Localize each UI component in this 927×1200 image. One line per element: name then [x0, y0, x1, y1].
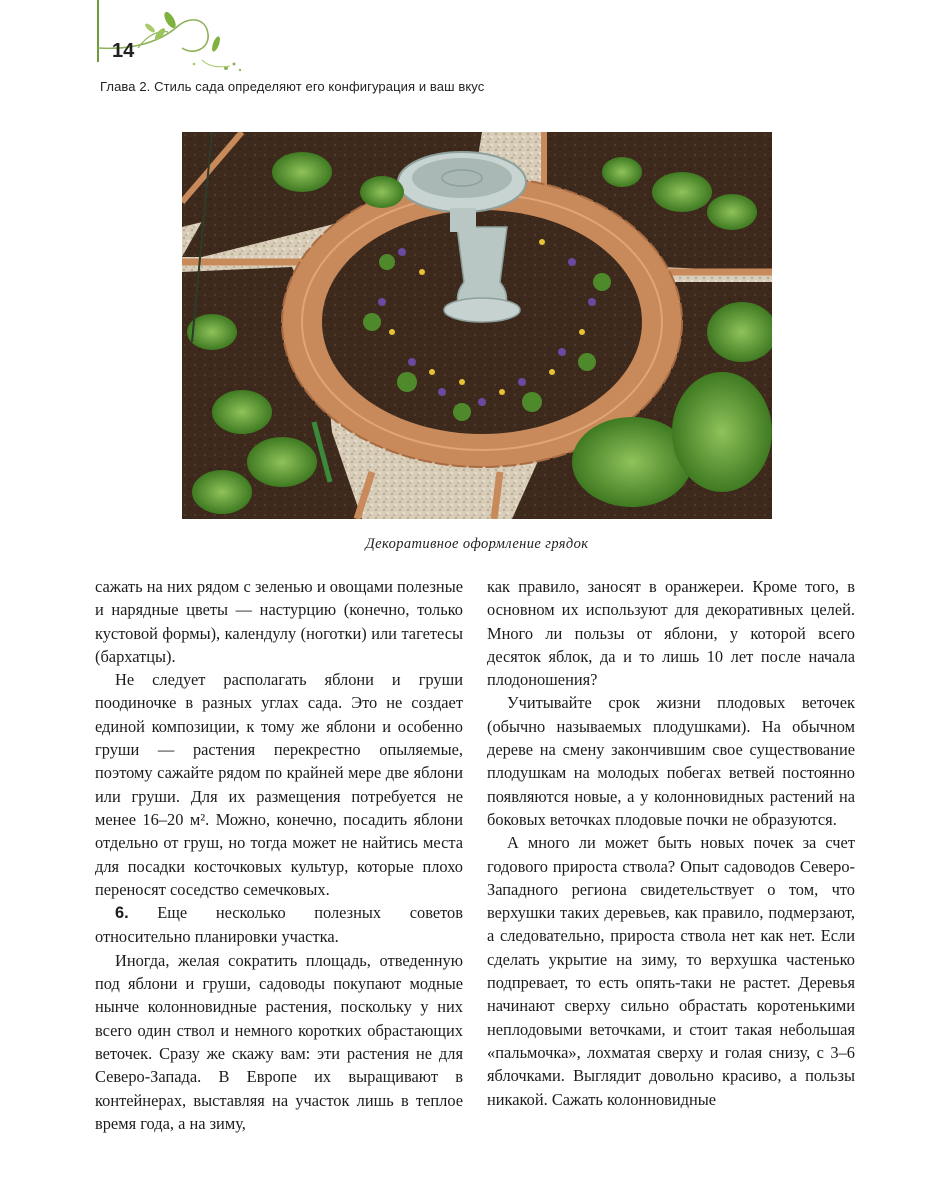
paragraph: сажать на них рядом с зеленью и овощами полезные и нарядные цветы — настурцию (конечно, только кустовой формы), календулу (ноготки) или тагетесы (бархатцы). [95, 577, 463, 666]
paragraph: Иногда, желая сократить площадь, отведенную под яблони и груши, садоводы покупают модные нынче колонновидные растения, поскольку у них всего один ствол и немного коротких обрастающих веточек. Сразу же скажу вам: эти растения не для Северо-Запада. В Европе их выращивают в контейнерах, выставляя на участок лишь в теплое время года, а на зиму, [95, 950, 463, 1133]
garden-bed-photo [182, 132, 772, 519]
page-number: 14 [112, 40, 135, 62]
chapter-title: Глава 2. Стиль сада определяют его конфигурация и ваш вкус [100, 79, 485, 94]
paragraph: Учитывайте срок жизни плодовых веточек (обычно называемых плодушками). На обычном дереве на смену закончившим свое существование плодушкам на молодых побегах ветвей постоянно появляются новые, а у колонновидных растений на боковых веточках плодовые почки не образуются. [487, 693, 855, 829]
paragraph: А много ли может быть новых почек за счет годового прироста ствола? Опыт садоводов Северо-Западного региона свидетельствует о том, что верхушки таких деревьев, как правило, подмерзают, а следовательно, прироста ствола нет как нет. Если сделать укрытие на зиму, то верхушка частенько подпревает, то есть опять-таки не растет. Деревья начинают сверху сильно обрастать коротенькими неплодовыми веточками, и стоит такая небольшая «пальмочка», лохматая сверху и голая снизу, с 3–6 яблочками. Выглядит довольно красиво, а пользы никакой. Сажать колонновидные [487, 833, 855, 1109]
paragraph [95, 901, 463, 949]
text-column-left [95, 575, 463, 1135]
paragraph: как правило, заносят в оранжереи. Кроме того, в основном их используют для декоративных целей. Много ли пользы от яблони, у которой всего десяток яблок, да и то лишь 10 лет после начала плодоношения? [487, 577, 855, 690]
figure-caption: Декоративное оформление грядок [365, 536, 589, 552]
paragraph: Не следует располагать яблони и груши поодиночке в разных углах сада. Это не создает единой композиции, к тому же яблони и особенно груши — растения перекрестно опыляемые, поэтому сажайте рядом по крайней мере две яблони или груши. Для их размещения потребуется не менее 16–20 м². Можно, конечно, посадить яблони отдельно от груш, но тогда может не найтись места для посадки косточковых культур, которые плохо переносят соседство семечковых. [95, 670, 463, 899]
paragraph-text: Еще несколько полезных советов относительно планировки участка. [95, 903, 463, 947]
list-number: 6. [115, 904, 129, 923]
text-column-right [487, 575, 855, 1111]
garden-bed-illustration [182, 132, 772, 519]
